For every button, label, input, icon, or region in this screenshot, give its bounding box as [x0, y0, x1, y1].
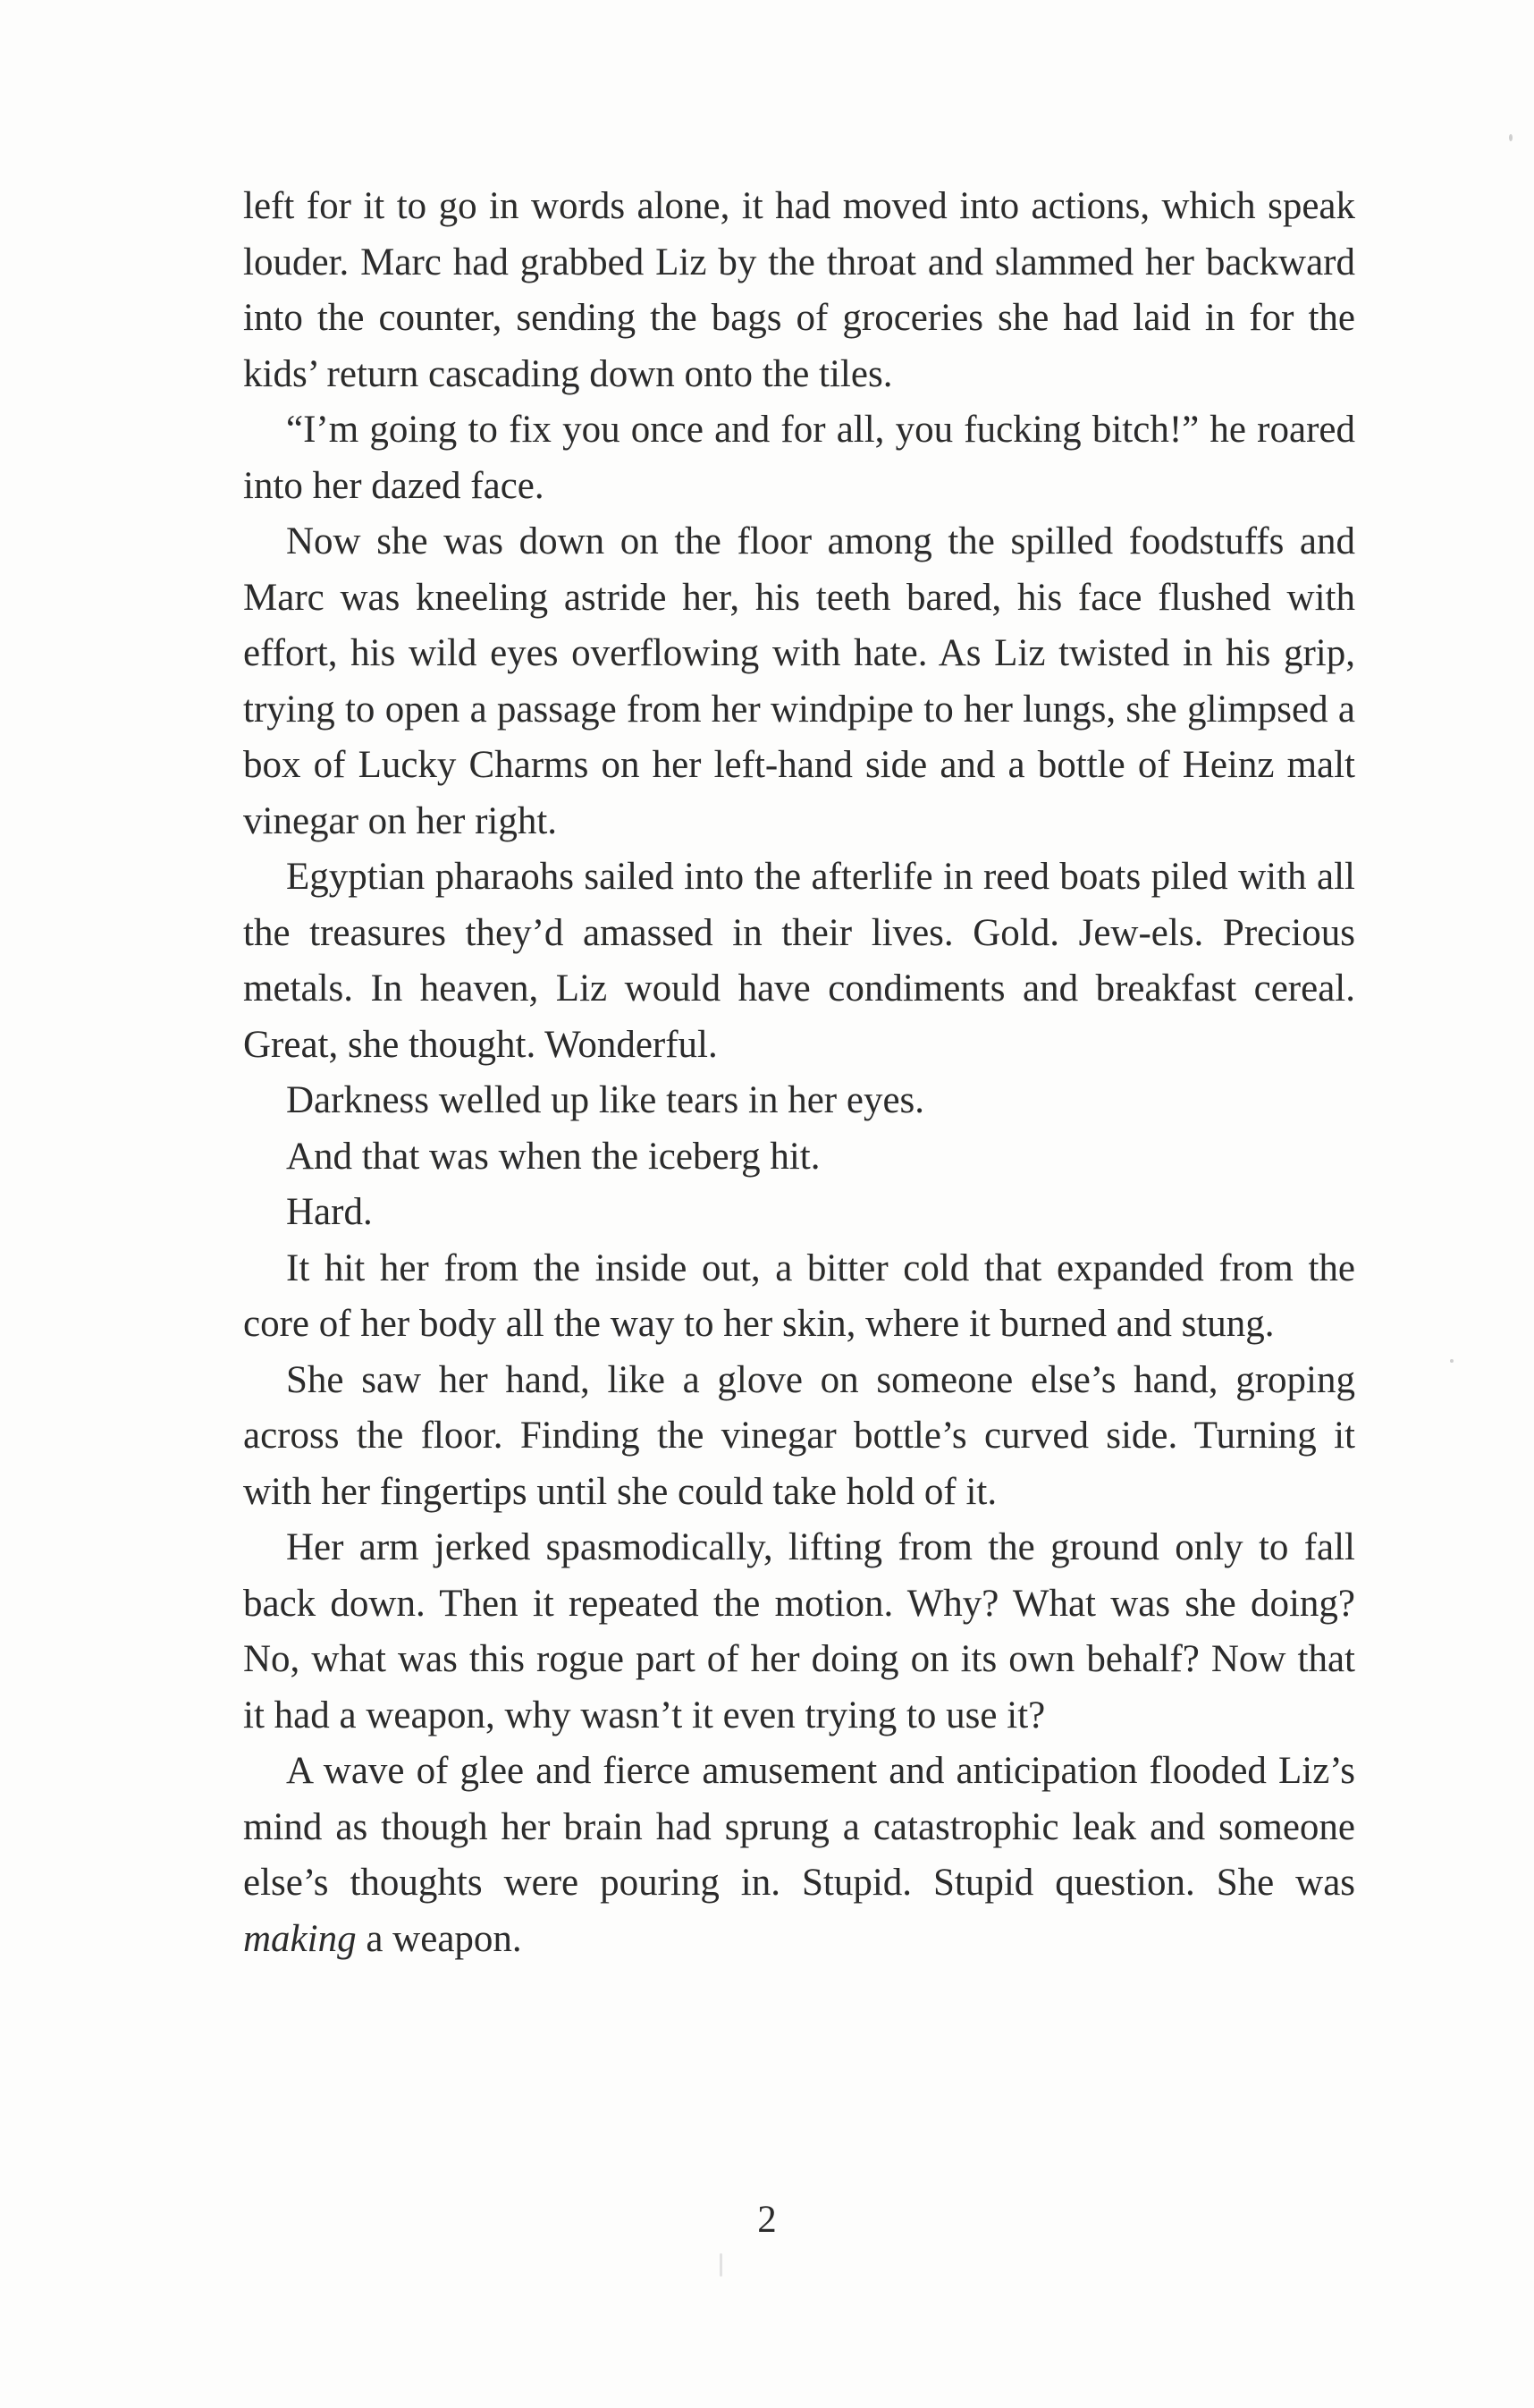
paper-speck [1450, 1359, 1454, 1363]
emphasis-text: making [243, 1917, 357, 1960]
paragraph: Now she was down on the floor among the spilled foodstuffs and Marc was kneeling astride her, his teeth bared, his face flushed with effort, his wild eyes overflowing with hate. As Liz twisted in his grip, trying to open a passage from her windpipe to her lungs, she glimpsed a box of Lucky Charms on her left-hand side and a bottle of Heinz malt vinegar on her right. [243, 520, 1355, 842]
paragraph-text: A wave of glee and fierce amusement and anticipation flooded Liz’s mind as though her brain had sprung a catastrophic leak and someone else’s thoughts were pouring in. Stupid. Stupid question. [243, 1750, 1355, 1904]
paragraph-text-after: a weapon. [356, 1917, 522, 1960]
paper-speck [720, 2253, 722, 2277]
paragraph: She saw her hand, like a glove on someone else’s hand, groping across the floor. Finding the vinegar bottle’s curved side. Turning it with her fingertips until she could take hold of it. [243, 1358, 1355, 1513]
paragraph: “I’m going to fix you once and for all, you fucking bitch!” he roared into her dazed face. [243, 409, 1355, 507]
paragraph: left for it to go in words alone, it had moved into actions, which speak louder. Marc had grabbed Liz by the throat and slammed her backward into the counter, sending the bags of groceries she had laid in for the kids’ return cascading down onto the tiles. [243, 185, 1355, 395]
paragraph: Her arm jerked spasmodically, lifting from the ground only to fall back down. Then it repeated the motion. Why? What was she doing? No, what was this rogue part of her doing on its own behalf? Now that it had a weapon, why wasn’t it even trying to use it? [243, 1526, 1355, 1736]
body-text [243, 179, 1355, 1967]
page-number: 2 [757, 2199, 777, 2241]
paragraph: Darkness welled up like tears in her eyes. [286, 1079, 925, 1121]
paragraph [243, 1744, 1355, 1967]
paper-speck [1509, 134, 1513, 141]
paragraph: It hit her from the inside out, a bitter cold that expanded from the core of her body all the way to her skin, where it burned and stung. [243, 1246, 1355, 1345]
paragraph-text-before: She was [1216, 1862, 1356, 1904]
paragraph: Hard. [286, 1191, 373, 1233]
paragraph: Egyptian pharaohs sailed into the afterlife in reed boats piled with all the treasures they’d amassed in their lives. Gold. Jew-els. Precious metals. In heaven, Liz would have condiments and breakfast cereal. Great, she thought. Wonderful. [243, 856, 1355, 1066]
paragraph: And that was when the iceberg hit. [286, 1135, 821, 1178]
